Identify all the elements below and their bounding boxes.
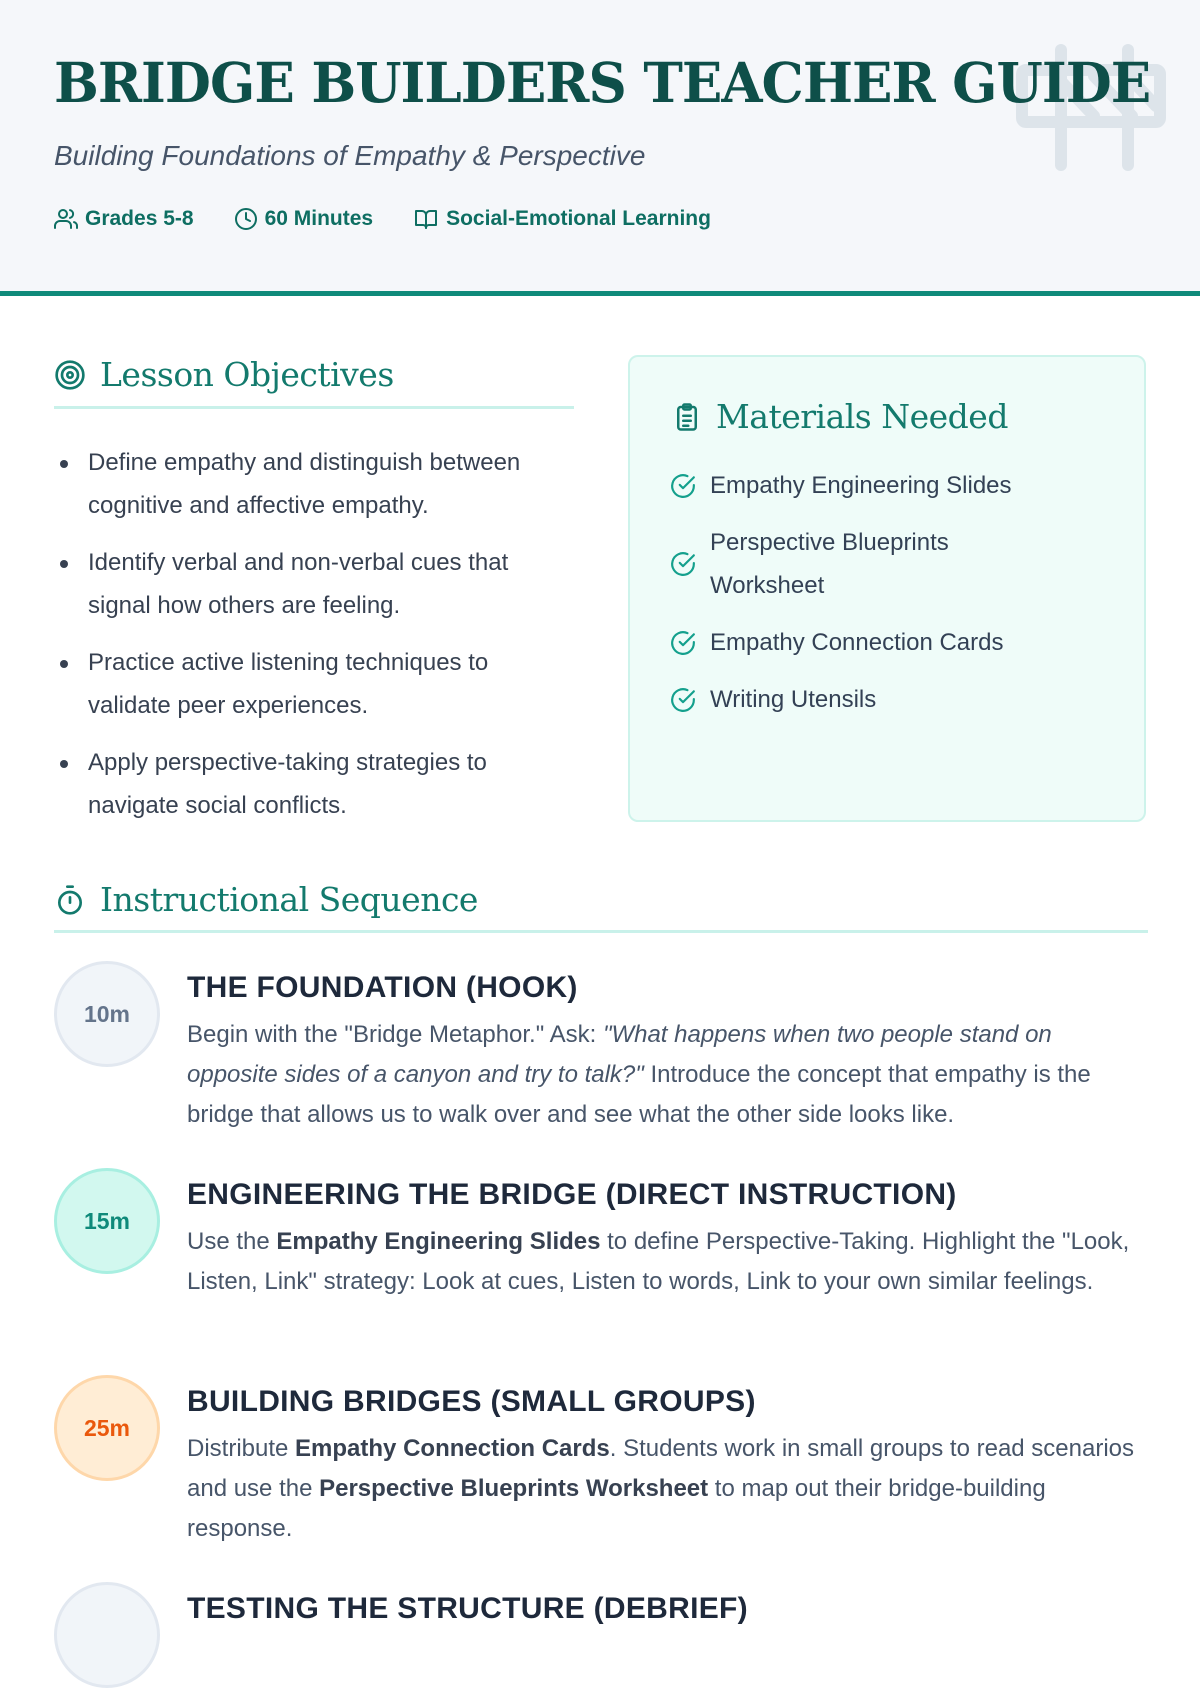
step-description — [187, 1429, 1147, 1549]
material-label: Empathy Engineering Slides — [710, 472, 1012, 499]
target-icon — [54, 359, 86, 391]
step-material: Empathy Engineering Slides — [276, 1228, 601, 1255]
step-text: Introduce the concept that empathy is the bridge that allows us to walk over and see what the other side looks like. — [187, 1061, 1091, 1128]
lesson-meta — [54, 207, 751, 231]
material-item — [670, 678, 1110, 721]
materials-list — [670, 464, 1110, 735]
sequence-step — [54, 1168, 1148, 1348]
material-item — [670, 464, 1110, 507]
step-text: . Students work in small groups to read scenarios and use the — [187, 1435, 1135, 1502]
step-title: THE FOUNDATION (HOOK) — [187, 971, 578, 1004]
step-material: Perspective Blueprints Worksheet — [319, 1475, 709, 1502]
clock-icon — [234, 207, 258, 231]
step-text: to define Perspective-Taking. Highlight the "Look, Listen, Link" strategy: Look at cues, Listen to words, Link to your own similar feelings. — [187, 1228, 1130, 1295]
step-description — [187, 1222, 1147, 1302]
stopwatch-icon — [54, 884, 86, 916]
step-text: Use the — [187, 1228, 277, 1255]
sequence-divider — [54, 930, 1148, 933]
materials-heading-row — [672, 397, 1008, 436]
check-circle-icon — [670, 551, 696, 577]
objectives-heading-row — [54, 355, 394, 394]
step-description — [187, 1015, 1147, 1135]
objective-item: Practice active listening techniques to validate peer experiences. — [54, 641, 574, 727]
meta-duration-label: 60 Minutes — [264, 207, 374, 230]
objective-item: Identify verbal and non-verbal cues that signal how others are feeling. — [54, 541, 574, 627]
time-badge: 10m — [54, 961, 160, 1067]
material-label: Perspective Blueprints Worksheet — [710, 529, 949, 599]
meta-duration — [234, 207, 374, 231]
objective-item: Define empathy and distinguish between cognitive and affective empathy. — [54, 441, 574, 527]
step-quote: "What happens when two people stand on opposite sides of a canyon and try to talk?" — [187, 1021, 1052, 1088]
header — [0, 0, 1200, 296]
check-circle-icon — [670, 473, 696, 499]
materials-card — [628, 355, 1146, 822]
materials-heading: Materials Needed — [716, 397, 1008, 436]
sequence-step — [54, 1582, 1148, 1625]
sequence-heading: Instructional Sequence — [100, 880, 478, 919]
meta-grades — [54, 207, 194, 231]
objectives-list — [54, 441, 574, 841]
step-text: to map out their bridge-building response. — [187, 1475, 1046, 1542]
step-text: Begin with the "Bridge Metaphor." Ask: — [187, 1021, 603, 1048]
sequence-step — [54, 1375, 1148, 1555]
users-icon — [54, 207, 78, 231]
objectives-divider — [54, 406, 574, 409]
material-item — [670, 521, 1110, 607]
step-text: Distribute — [187, 1435, 296, 1462]
step-title: BUILDING BRIDGES (SMALL GROUPS) — [187, 1385, 756, 1418]
time-badge: 25m — [54, 1375, 160, 1481]
clipboard-icon — [672, 401, 702, 433]
page-subtitle: Building Foundations of Empathy & Perspective — [54, 140, 646, 171]
material-item — [670, 621, 1110, 664]
meta-grades-label: Grades 5-8 — [85, 207, 194, 230]
check-circle-icon — [670, 687, 696, 713]
page-title: BRIDGE BUILDERS TEACHER GUIDE — [54, 50, 1151, 115]
meta-subject — [413, 207, 711, 231]
step-material: Empathy Connection Cards — [295, 1435, 610, 1462]
sequence-heading-row — [54, 880, 478, 919]
objective-item: Apply perspective-taking strategies to navigate social conflicts. — [54, 741, 574, 827]
sequence-step — [54, 961, 1148, 1141]
check-circle-icon — [670, 630, 696, 656]
time-badge: 15m — [54, 1168, 160, 1274]
objectives-heading: Lesson Objectives — [100, 355, 394, 394]
book-icon — [413, 207, 439, 231]
step-title: TESTING THE STRUCTURE (DEBRIEF) — [187, 1592, 748, 1625]
time-badge — [54, 1582, 160, 1688]
meta-subject-label: Social-Emotional Learning — [446, 207, 711, 230]
material-label: Writing Utensils — [710, 686, 877, 713]
step-title: ENGINEERING THE BRIDGE (DIRECT INSTRUCTION) — [187, 1178, 957, 1211]
material-label: Empathy Connection Cards — [710, 629, 1004, 656]
